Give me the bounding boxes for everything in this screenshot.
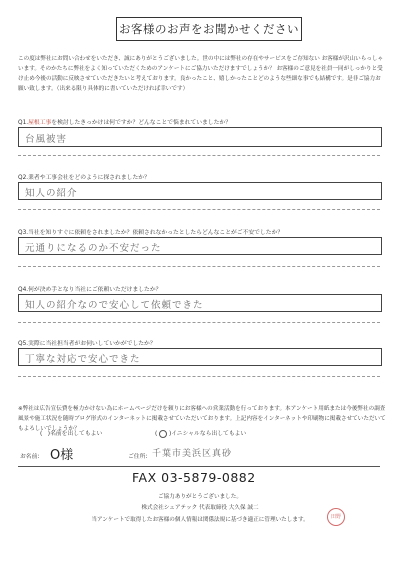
question-1-answer: 台風被害 bbox=[25, 134, 68, 145]
option-initial-ok[interactable]: ( )イニシャルなら出してもよい bbox=[155, 431, 247, 437]
question-1-answer-box[interactable] bbox=[18, 127, 382, 147]
question-5-label: Q5.実際に当社担当者がお伺いしていかがでしたか？ bbox=[18, 341, 156, 347]
survey-title: お客様のお声をお聞かせください bbox=[116, 17, 302, 41]
question-1-label: Q1.屋根工事を検討したきっかけは何ですか？どんなことで悩まれていましたか？ bbox=[18, 120, 232, 126]
customer-address: 千葉市美浜区真砂 bbox=[152, 449, 233, 459]
seal-stamp: 田野 bbox=[327, 508, 345, 526]
privacy-text: 当アンケートで取得したお客様の個人情報は関係法規に基づき適正に管理いたします。 bbox=[91, 517, 309, 523]
question-5-answer: 丁寧な対応で安心できた bbox=[25, 354, 141, 365]
intro-text: この度は弊社にお問い合わせをいただき、誠にありがとうございました。世の中には弊社の存在やサービスをご存知ない お客様が沢山いらっしゃいます。そのかたちに弊社をよく知っていただくためのアンケートにご協力いただけますでしょうか？ お客様のご意見を社員一同がしっかりと受け止め今後の活動に反映させていただきたいと考えております。良かったこと、嬉しかったことどのような些細な事でも結構です。是非ご協力お願い致します。（出来る限り具体的に書いていただければ幸いです） bbox=[18, 56, 384, 92]
question-2-answer: 知人の紹介 bbox=[25, 188, 78, 199]
name-label: お名前: bbox=[20, 454, 40, 460]
question-4-answer: 知人の紹介なので安心して依頼できた bbox=[25, 300, 204, 311]
q2-dashed-line bbox=[18, 209, 380, 210]
q4-dashed-line bbox=[18, 322, 380, 323]
option-name-ok-label: 名前を出してもよい bbox=[50, 431, 103, 437]
question-4-answer-box[interactable] bbox=[18, 294, 382, 312]
q1-dashed-line bbox=[18, 155, 380, 156]
option-name-ok[interactable]: ( )名前を出してもよい bbox=[40, 431, 103, 437]
company-text: 株式会社シェアテック 代表取締役 大久保 誠二 bbox=[141, 505, 259, 511]
q3-dashed-line bbox=[18, 266, 380, 267]
address-label: ご住所: bbox=[128, 454, 148, 460]
question-3-answer: 元通りになるのか不安だった bbox=[25, 243, 162, 254]
question-3-label: Q3.当社を知りすぐに依頼をされましたか？依頼されなかったとしたらどんなことがご不安でしたか？ bbox=[18, 230, 284, 236]
question-2-answer-box[interactable] bbox=[18, 182, 382, 200]
thanks-text: ご協力ありがとうございました。 bbox=[158, 494, 242, 500]
question-3-answer-box[interactable] bbox=[18, 237, 382, 255]
customer-name: O様 bbox=[50, 448, 74, 463]
q5-dashed-line bbox=[18, 376, 380, 377]
question-2-label: Q2.業者や工事会社をどのように探されましたか？ bbox=[18, 175, 150, 181]
publication-note: ※弊社は広告宣伝費を極力かけない為にホームページだけを頼りにお客様への営業活動を行っております。本アンケート用紙または今後弊社の調査風景や施工状況を随時ブログ形式のインターネットに掲載させていただいております。上記内容をインターネットや印刷物に掲載させていただいてもよろしいでしょうか？ bbox=[18, 406, 386, 432]
question-4-label: Q4.何が決め手となり当社にご依頼いただけましたか？ bbox=[18, 287, 162, 293]
option-initial-ok-label: イニシャルなら出してもよい bbox=[171, 431, 247, 437]
question-5-answer-box[interactable] bbox=[18, 348, 382, 366]
selected-circle-icon bbox=[159, 430, 167, 438]
fax-number: FAX 03-5879-0882 bbox=[132, 470, 256, 485]
